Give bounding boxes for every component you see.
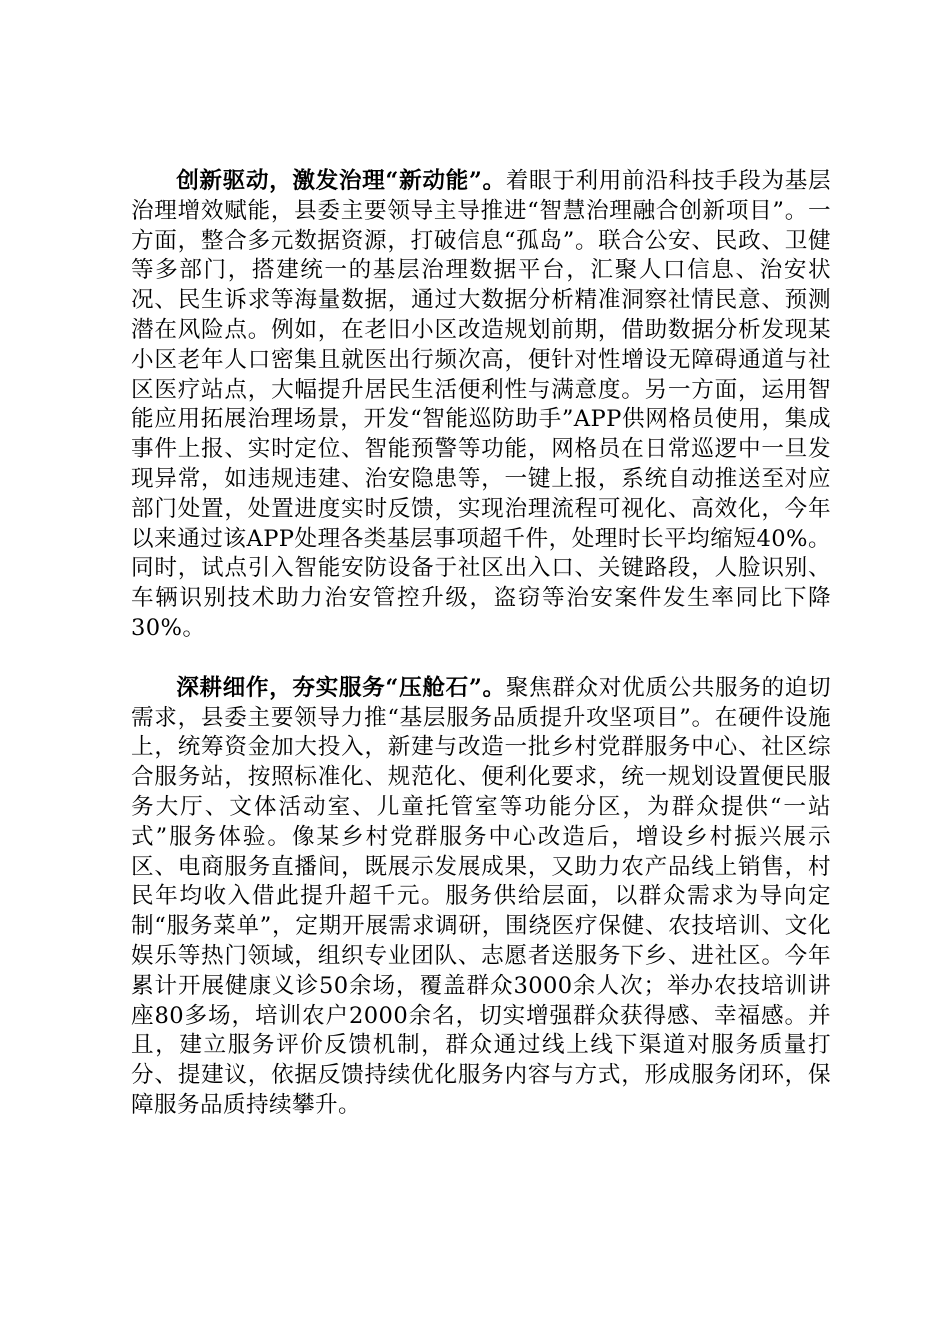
paragraph-body-text: 着眼于利用前沿科技手段为基层治理增效赋能，县委主要领导主导推进“智慧治理融合创新项目”。一方面，整合多元数据资源，打破信息“孤岛”。联合公安、民政、卫健等多部门，搭建统一的基层治理数据平台，汇聚人口信息、治安状况、民生诉求等海量数据，通过大数据分析精准洞察社情民意、预测潜在风险点。例如，在老旧小区改造规划前期，借助数据分析发现某小区老年人口密集且就医出行频次高，便针对性增设无障碍通道与社区医疗站点，大幅提升居民生活便利性与满意度。另一方面，运用智能应用拓展治理场景，开发“智能巡防助手”APP供网格员使用，集成事件上报、实时定位、智能预警等功能，网格员在日常巡逻中一旦发现异常，如违规违建、治安隐患等，一键上报，系统自动推送至对应部门处置，处置进度实时反馈，实现治理流程可视化、高效化，今年以来通过该APP处理各类基层事项超千件，处理时长平均缩短40%。同时，试点引入智能安防设备于社区出入口、关键路段，人脸识别、车辆识别技术助力治安管控升级，盗窃等治安案件发生率同比下降30%。	[131, 168, 831, 641]
paragraph-lead-heading: 深耕细作，夯实服务“压舱石”。	[176, 674, 506, 701]
paragraph-innovation	[131, 167, 831, 644]
paragraph-lead-heading: 创新驱动，激发治理“新动能”。	[176, 168, 506, 194]
paragraph-body-text: 聚焦群众对优质公共服务的迫切需求，县委主要领导力推“基层服务品质提升攻坚项目”。在硬件设施上，统筹资金加大投入，新建与改造一批乡村党群服务中心、社区综合服务站，按照标准化、规范化、便利化要求，统一规划设置便民服务大厅、文体活动室、儿童托管室等功能分区，为群众提供“一站式”服务体验。像某乡村党群服务中心改造后，增设乡村振兴展示区、电商服务直播间，既展示发展成果，又助力农产品线上销售，村民年均收入借此提升超千元。服务供给层面，以群众需求为导向定制“服务菜单”，定期开展需求调研，围绕医疗保健、农技培训、文化娱乐等热门领域，组织专业团队、志愿者送服务下乡、进社区。今年累计开展健康义诊50余场，覆盖群众3000余人次；举办农技培训讲座80多场，培训农户2000余名，切实增强群众获得感、幸福感。并且，建立服务评价反馈机制，群众通过线上线下渠道对服务质量打分、提建议，依据反馈持续优化服务内容与方式，形成服务闭环，保障服务品质持续攀升。	[131, 674, 831, 1118]
document-body	[131, 167, 831, 1121]
paragraph-service	[131, 674, 831, 1121]
